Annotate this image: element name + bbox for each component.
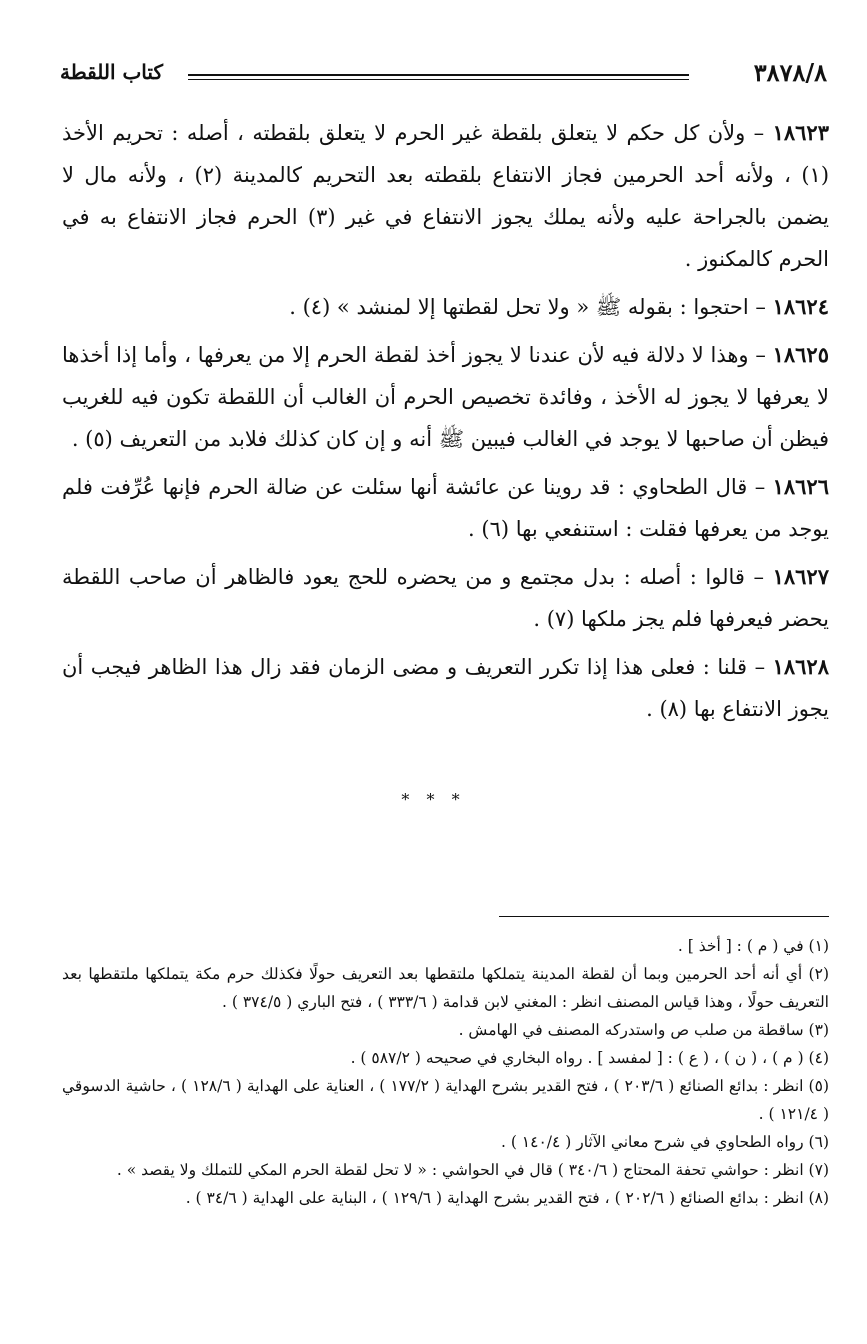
footnotes	[62, 932, 829, 1212]
book-title: كتاب اللقطة	[60, 60, 163, 84]
paragraph-number: ١٨٦٢٥	[772, 342, 829, 367]
header-rule	[188, 74, 689, 80]
paragraph-number: ١٨٦٢٨	[772, 654, 829, 679]
paragraph-text: – ولأن كل حكم لا يتعلق بلقطة غير الحرم لا يتعلق بلقطته ، أصله : تحريم الأخذ (١) ، ولأنه أحد الحرمين فجاز الانتفاع بلقطته بعد التحريم كالمدينة (٢) ، ولأنه مال لا يضمن بالجراحة عليه ولأنه يملك يجوز الانتفاع في غير (٣) الحرم فجاز الانتفاع به في الحرم كالمكنوز .	[62, 121, 830, 271]
paragraph	[62, 556, 829, 640]
paragraph-text: – قالوا : أصله : بدل مجتمع و من يحضره للحج يعود فالظاهر أن صاحب اللقطة يحضر فيعرفها فلم يجز ملكها (٧) .	[62, 565, 829, 631]
paragraph-number: ١٨٦٢٦	[772, 474, 829, 499]
paragraph-text: – قال الطحاوي : قد روينا عن عائشة أنها سئلت عن ضالة الحرم فإنها عُرِّفت فلم يوجد من يعرفها فقلت : استنفعي بها (٦) .	[62, 475, 829, 541]
page-header	[60, 58, 827, 92]
footnote-rule	[499, 916, 829, 917]
paragraph-number: ١٨٦٢٧	[772, 564, 829, 589]
page-number: ٣٨٧٨/٨	[753, 58, 827, 87]
paragraph-number: ١٨٦٢٤	[772, 294, 829, 319]
footnote: (٤) ( م ) ، ( ن ) ، ( ع ) : [ لمفسد ] . رواه البخاري في صحيحه ( ٥٨٧/٢ ) .	[350, 1049, 829, 1067]
paragraph	[62, 466, 829, 550]
footnote: (٦) رواه الطحاوي في شرح معاني الآثار ( ١٤٠/٤ ) .	[500, 1133, 829, 1151]
paragraph-text: – قلنا : فعلى هذا إذا تكرر التعريف و مضى الزمان فقد زال هذا الظاهر فيجب أن يجوز الانتفاع بها (٨) .	[62, 655, 829, 721]
paragraph	[62, 646, 829, 730]
paragraph-number: ١٨٦٢٣	[772, 120, 829, 145]
section-separator: * * *	[401, 790, 466, 809]
footnote: (٥) انظر : بدائع الصنائع ( ٢٠٣/٦ ) ، فتح القدير بشرح الهداية ( ١٧٧/٢ ) ، العناية على الهداية ( ١٢٨/٦ ) ، حاشية الدسوقي ( ١٢١/٤ ) .	[62, 1077, 829, 1123]
paragraph-text: – احتجوا : بقوله ﷺ « ولا تحل لقطتها إلا لمنشد » (٤) .	[289, 295, 766, 319]
main-text	[62, 112, 829, 736]
paragraph	[62, 286, 829, 328]
paragraph	[62, 112, 829, 280]
footnote: (٣) ساقطة من صلب ص واستدركه المصنف في الهامش .	[458, 1021, 829, 1039]
paragraph-text: – وهذا لا دلالة فيه لأن عندنا لا يجوز أخذ لقطة الحرم إلا من يعرفها ، وأما إذا أخذها لا يعرفها لا يجوز له الأخذ ، وفائدة تخصيص الحرم أن الغالب أن اللقطة تكون فيه للغريب فيظن أن صاحبها لا يوجد في الغالب فيبين ﷺ أنه و إن كان كذلك فلابد من التعريف (٥) .	[62, 343, 829, 451]
footnote: (٨) انظر : بدائع الصنائع ( ٢٠٢/٦ ) ، فتح القدير بشرح الهداية ( ١٢٩/٦ ) ، البناية على الهداية ( ٣٤/٦ ) .	[185, 1189, 829, 1207]
footnote: (١) في ( م ) : [ أخذ ] .	[677, 937, 829, 955]
paragraph	[62, 334, 829, 460]
footnote: (٢) أي أنه أحد الحرمين وبما أن لقطة المدينة يتملكها ملتقطها بعد التعريف حولًا فكذلك حرم مكة يتملكها ملتقطها بعد التعريف حولًا ، وهذا قياس المصنف انظر : المغني لابن قدامة ( ٣٣٣/٦ ) ، فتح الباري ( ٣٧٤/٥ ) .	[62, 965, 829, 1011]
footnote: (٧) انظر : حواشي تحفة المحتاج ( ٣٤٠/٦ ) قال في الحواشي : « لا تحل لقطة الحرم المكي للتملك ولا يقصد » .	[116, 1161, 829, 1179]
